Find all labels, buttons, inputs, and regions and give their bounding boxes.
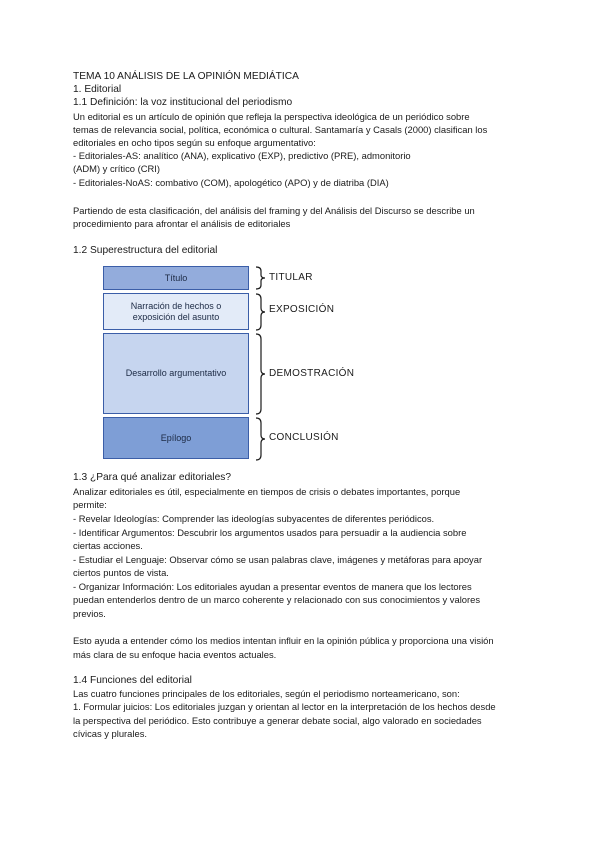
document-title: TEMA 10 ANÁLISIS DE LA OPINIÓN MEDIÁTICA (73, 71, 299, 82)
paragraph-line: temas de relevancia social, política, económica o cultural. Santamaría y Casals (2000) clasifican los (73, 124, 488, 135)
diagram-box-development: Desarrollo argumentativo (103, 333, 249, 414)
bracket-titular (253, 266, 267, 290)
paragraph-line: procedimiento para afrontar el análisis de editoriales (73, 218, 291, 229)
list-item: - Estudiar el Lenguaje: Observar cómo se usan palabras clave, imágenes y metáforas para apoyar (73, 554, 483, 565)
list-item: 1. Formular juicios: Los editoriales juzgan y orientan al lector en la interpretación de los hechos desde (73, 701, 496, 712)
list-item: - Revelar Ideologías: Comprender las ideologías subyacentes de diferentes periódicos. (73, 513, 435, 524)
paragraph-line: Las cuatro funciones principales de los editoriales, según el periodismo norteamericano, son: (73, 688, 460, 699)
list-item: - Organizar Información: Los editoriales ayudan a presentar eventos de manera que los lectores (73, 581, 472, 592)
paragraph-line: Partiendo de esta clasificación, del análisis del framing y del Análisis del Discurso se describe un (73, 205, 475, 216)
list-item: - Identificar Argumentos: Descubrir los argumentos usados para persuadir a la audiencia sobre (73, 527, 467, 538)
paragraph-line: editoriales en ocho tipos según su enfoque argumentativo: (73, 137, 316, 148)
list-item: - Editoriales-NoAS: combativo (COM), apologético (APO) y de diatriba (DIA) (73, 177, 389, 188)
list-item-continuation: cívicas y plurales. (73, 728, 147, 739)
list-item-continuation: previos. (73, 608, 106, 619)
bracket-demostracion (253, 333, 267, 415)
subsection-heading-superstructure: 1.2 Superestructura del editorial (73, 245, 218, 256)
diagram-label-demostracion: DEMOSTRACIÓN (269, 368, 355, 379)
section-heading-editorial: 1. Editorial (73, 84, 122, 95)
list-item: - Editoriales-AS: analítico (ANA), explicativo (EXP), predictivo (PRE), admonitorio (73, 150, 411, 161)
diagram-box-exposition: Narración de hechos o exposición del asunto (103, 293, 249, 330)
diagram-label-exposicion: EXPOSICIÓN (269, 304, 335, 315)
bracket-conclusion (253, 417, 267, 461)
paragraph-line: más clara de su enfoque hacia eventos actuales. (73, 649, 277, 660)
list-item-continuation: puedan entenderlos dentro de un marco coherente y relacionado con sus conocimientos y valores (73, 594, 481, 605)
diagram-label-titular: TITULAR (269, 272, 313, 283)
superstructure-diagram (103, 266, 363, 464)
bracket-exposicion (253, 293, 267, 331)
list-item-continuation: (ADM) y crítico (CRI) (73, 163, 160, 174)
paragraph-line: permite: (73, 499, 107, 510)
subsection-heading-functions: 1.4 Funciones del editorial (73, 675, 192, 686)
list-item-continuation: ciertos puntos de vista. (73, 567, 169, 578)
diagram-box-epilogue: Epílogo (103, 417, 249, 459)
paragraph-line: Esto ayuda a entender cómo los medios intentan influir en la opinión pública y proporciona una visión (73, 635, 494, 646)
diagram-label-conclusion: CONCLUSIÓN (269, 432, 339, 443)
subsection-heading-definition: 1.1 Definición: la voz institucional del periodismo (73, 97, 293, 108)
diagram-box-title: Título (103, 266, 249, 290)
subsection-heading-why: 1.3 ¿Para qué analizar editoriales? (73, 472, 232, 483)
paragraph-line: Un editorial es un artículo de opinión que refleja la perspectiva ideológica de un periódico sobre (73, 111, 470, 122)
list-item-continuation: ciertas acciones. (73, 540, 143, 551)
paragraph-line: Analizar editoriales es útil, especialmente en tiempos de crisis o debates importantes, porque (73, 486, 461, 497)
list-item-continuation: la perspectiva del periódico. Esto contribuye a generar debate social, algo valorado en sociedades (73, 715, 482, 726)
